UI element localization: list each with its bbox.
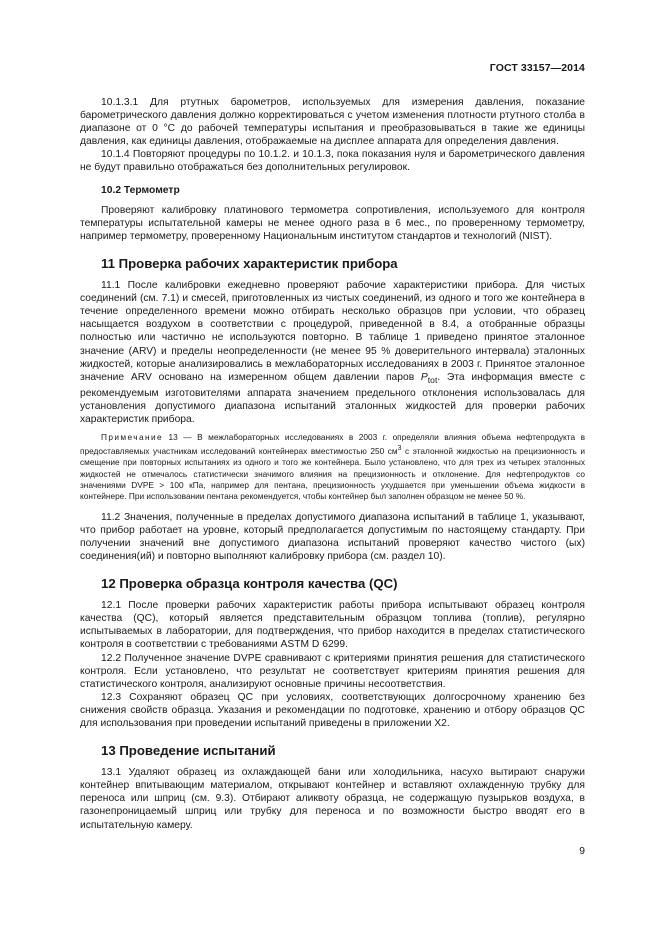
paragraph-12-1: 12.1 После проверки рабочих характеристик работы прибора испытывают образец контроля качества (QC), который является представительным образцом топлива (топлив), регулярно испытываемых в лаборатории, для подтверждения, что прибор находится в пределах статистического контроля в соответствии с требованиями ASTM D 6299. bbox=[80, 600, 585, 651]
paragraph-12-3: 12.3 Сохраняют образец QC при условиях, соответствующих долгосрочному хранению без снижения свойств образца. Указания и рекомендации по подготовке, хранению и отбору образцов QC для использования при проведении испытаний приведены в приложении Х2. bbox=[80, 691, 585, 729]
note-13-text-b: с эталонной жидкостью на прецизионность и смещение при повторных испытаниях из одного и того же контейнера. Было установлено, что для трех из четырех эталонных жидкостей не отмечалось статистически значимого влияния на прецизионность и отклонение. Для нефтепродуктов со значениями DVPE > 100 кПа, например для пентана, прецизионность ухудшается при уменьшении объема жидкости в контейнере. При использовании пентана рекомендуется, чтобы контейнер был заполнен образцом не менее 50 %. bbox=[80, 446, 585, 502]
paragraph-13-1: 13.1 Удаляют образец из охлаждающей бани или холодильника, насухо вытирают снаружи контейнер впитывающим материалом, открывают контейнер и вставляют охлажденную трубку для переноса или шприц (см. 9.3). Отбирают аликвоту образца, не содержащую пузырьков воздуха, в газонепроницаемый шприц или трубку для переноса и по возможности быстро вводят его в испытательную камеру. bbox=[80, 767, 585, 831]
paragraph-10-1-3-1: 10.1.3.1 Для ртутных барометров, используемых для измерения давления, показание барометрического давления должно корректироваться с учетом изменения плотности ртутного столба в диапазоне от 0 °С до рабочей температуры испытания и преобразовываться в такие же единицы давления, как единицы давления, отображаемые на дисплее аппарата для определения давления. bbox=[80, 97, 585, 148]
paragraph-10-1-4: 10.1.4 Повторяют процедуры по 10.1.2. и 10.1.3, пока показания нуля и барометрического давления не будут правильно отображаться без дополнительных регулировок. bbox=[80, 149, 585, 174]
page-content bbox=[80, 96, 585, 832]
pressure-subscript: tot bbox=[427, 374, 438, 385]
note-13 bbox=[80, 432, 585, 503]
section-heading-12: 12 Проверка образца контроля качества (QC) bbox=[101, 576, 398, 592]
paragraph-11-1-text-b: . Эта информация вместе с рекомендуемым изготовителями аппарата значением предельного отклонения использовалась для установления допустимого диапазона испытаний эталонных жидкостей для проверки рабочих характеристик прибора. bbox=[80, 371, 585, 426]
subsection-heading-10-2: 10.2 Термометр bbox=[101, 184, 180, 196]
paragraph-11-1 bbox=[80, 279, 585, 426]
standard-code-header: ГОСТ 33157—2014 bbox=[489, 62, 585, 74]
paragraph-11-1-text-a: 11.1 После калибровки ежедневно проверяют рабочие характеристики прибора. Для чистых соединений (см. 7.1) и смесей, приготовленных из чистых соединений, из одного и того же контейнера в течение определенного времени можно отбирать несколько образцов при условии, что образец насыщается воздухом в соответствии с процедурой, приведенной в 8.4, а отобранные образцы полностью или частично не используются повторно. В таблице 1 приведено принятое эталонное значение (ARV) и пределы неопределенности (не менее 95 % доверительного интервала) эталонных жидкостей, которые анализировались в межлабораторных исследованиях в 2003 г. Принятое эталонное значение ARV основано на измеренном общем давлении паров bbox=[80, 280, 585, 383]
paragraph-11-2: 11.2 Значения, полученные в пределах допустимого диапазона испытаний в таблице 1, указывают, что прибор работает на уровне, который предполагается допустимым по настоящему стандарту. При получении значений вне допустимого диапазона испытаний проверяют качество чистого (ых) соединения(ий) и повторно выполняют калибровку прибора (см. раздел 10). bbox=[80, 511, 585, 562]
paragraph-12-2: 12.2 Полученное значение DVPE сравнивают с критериями принятия решения для статистического контроля. Если установлено, что результат не соответствует критериям принятия решения для статистического контроля, анализируют основные причины несоответствия. bbox=[80, 652, 585, 690]
section-heading-13: 13 Проведение испытаний bbox=[101, 743, 276, 759]
note-label: Примечание bbox=[101, 432, 164, 443]
section-heading-11: 11 Проверка рабочих характеристик прибора bbox=[101, 255, 398, 271]
note-13-superscript: 3 bbox=[397, 445, 402, 453]
pressure-symbol: P bbox=[420, 371, 428, 383]
note-13-text-a: 13 — В межлабораторных исследованиях в 2003 г. определяли влияния объема нефтепродукта в предоставляемых участникам исследований контейнерах вместимостью 250 см bbox=[80, 432, 585, 457]
paragraph-10-2: Проверяют калибровку платинового термометра сопротивления, используемого для контроля температуры испытательной камеры не менее одного раза в 6 мес., по проверенному термометру, например термометру, проверенному Национальным институтом стандартов и технологий (NIST). bbox=[80, 204, 585, 242]
page-number: 9 bbox=[579, 846, 585, 857]
